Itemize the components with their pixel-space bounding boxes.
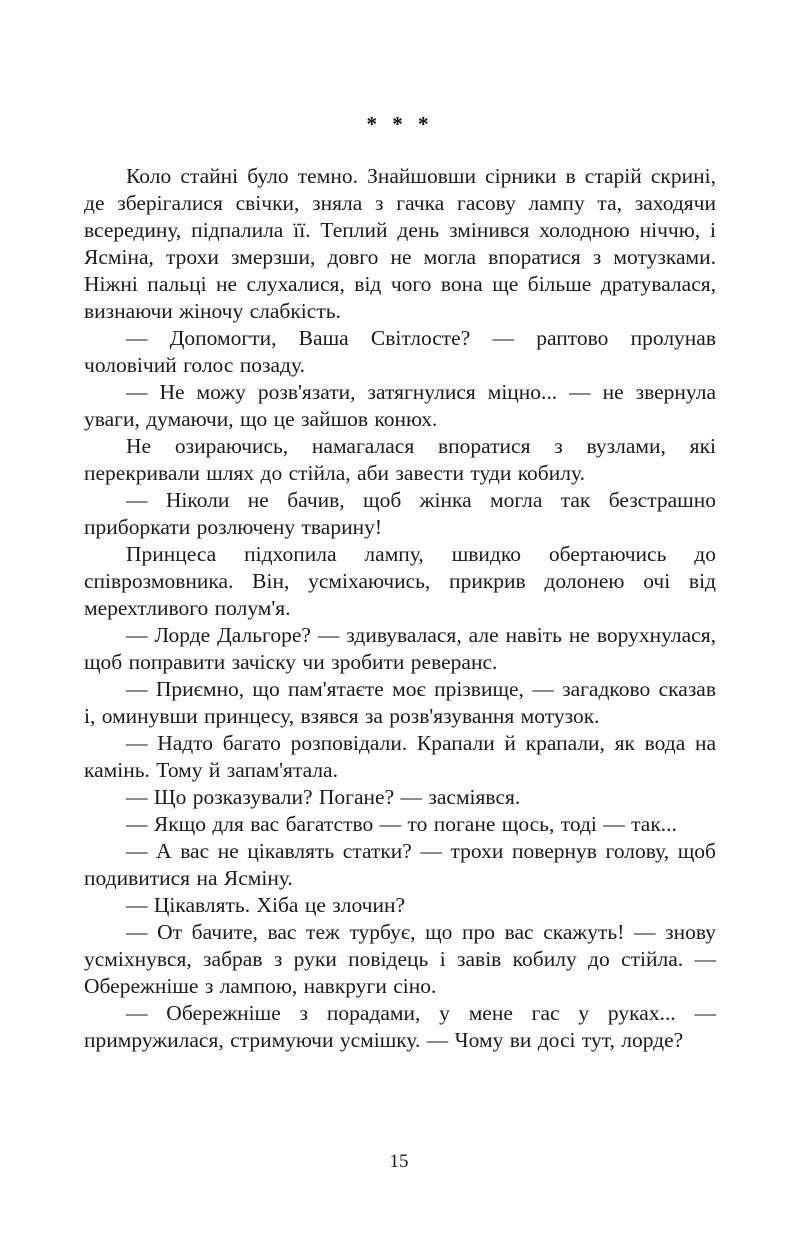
paragraph: — Лорде Дальгоре? — здивувалася, але навіть не ворухнулася, щоб поправити зачіску чи зробити реверанс. [84,623,716,674]
paragraph: — Ніколи не бачив, щоб жінка могла так безстрашно приборкати розлючену тварину! [84,488,716,539]
paragraph: — Надто багато розповідали. Крапали й крапали, як вода на камінь. Тому й запам'ятала. [84,731,716,782]
paragraph: — Допомогти, Ваша Світлосте? — раптово пролунав чоловічий голос позаду. [84,326,716,377]
paragraph: Коло стайні було темно. Знайшовши сірники в старій скрині, де зберігалися свічки, зняла з гачка гасову лампу та, заходячи всередину, підпалила її. Теплий день змінився холодною ніччю, і Ясміна, трохи змерзши, довго не могла впоратися з мотузками. Ніжні пальці не слухалися, від чого вона ще більше дратувалася, визнаючи жіночу слабкість. [84,164,716,323]
paragraph: — Якщо для вас багатство — то погане щось, тоді — так... [126,812,677,836]
paragraph: — Не можу розв'язати, затягнулися міцно... — не звернула уваги, думаючи, що це зайшов конюх. [84,380,716,431]
paragraph: Не озираючись, намагалася впоратися з вузлами, які перекривали шлях до стійла, аби завести туди кобилу. [84,434,716,485]
paragraph: — Приємно, що пам'ятаєте моє прізвище, — загадково сказав і, оминувши принцесу, взявся за розв'язування мотузок. [84,677,716,728]
paragraph: — А вас не цікавлять статки? — трохи повернув голову, щоб подивитися на Ясміну. [84,839,716,890]
paragraph: — Обережніше з порадами, у мене гас у руках... — примружилася, стримуючи усмішку. — Чому ви досі тут, лорде? [84,1001,716,1052]
page-content [84,112,716,1054]
body-text [84,163,716,1054]
paragraph: — Цікавлять. Хіба це злочин? [126,893,406,917]
paragraph: Принцеса підхопила лампу, швидко обертаючись до співрозмовника. Він, усміхаючись, прикрив долонею очі від мерехтливого полум'я. [84,542,716,620]
page-number: 15 [389,1151,409,1172]
paragraph: — От бачите, вас теж турбує, що про вас скажуть! — знову усміхнувся, забрав з руки повідець і завів кобилу до стійла. — Обережніше з лампою, навкруги сіно. [84,920,716,998]
section-separator: * * * [366,112,434,136]
paragraph: — Що розказували? Погане? — засміявся. [126,785,521,809]
